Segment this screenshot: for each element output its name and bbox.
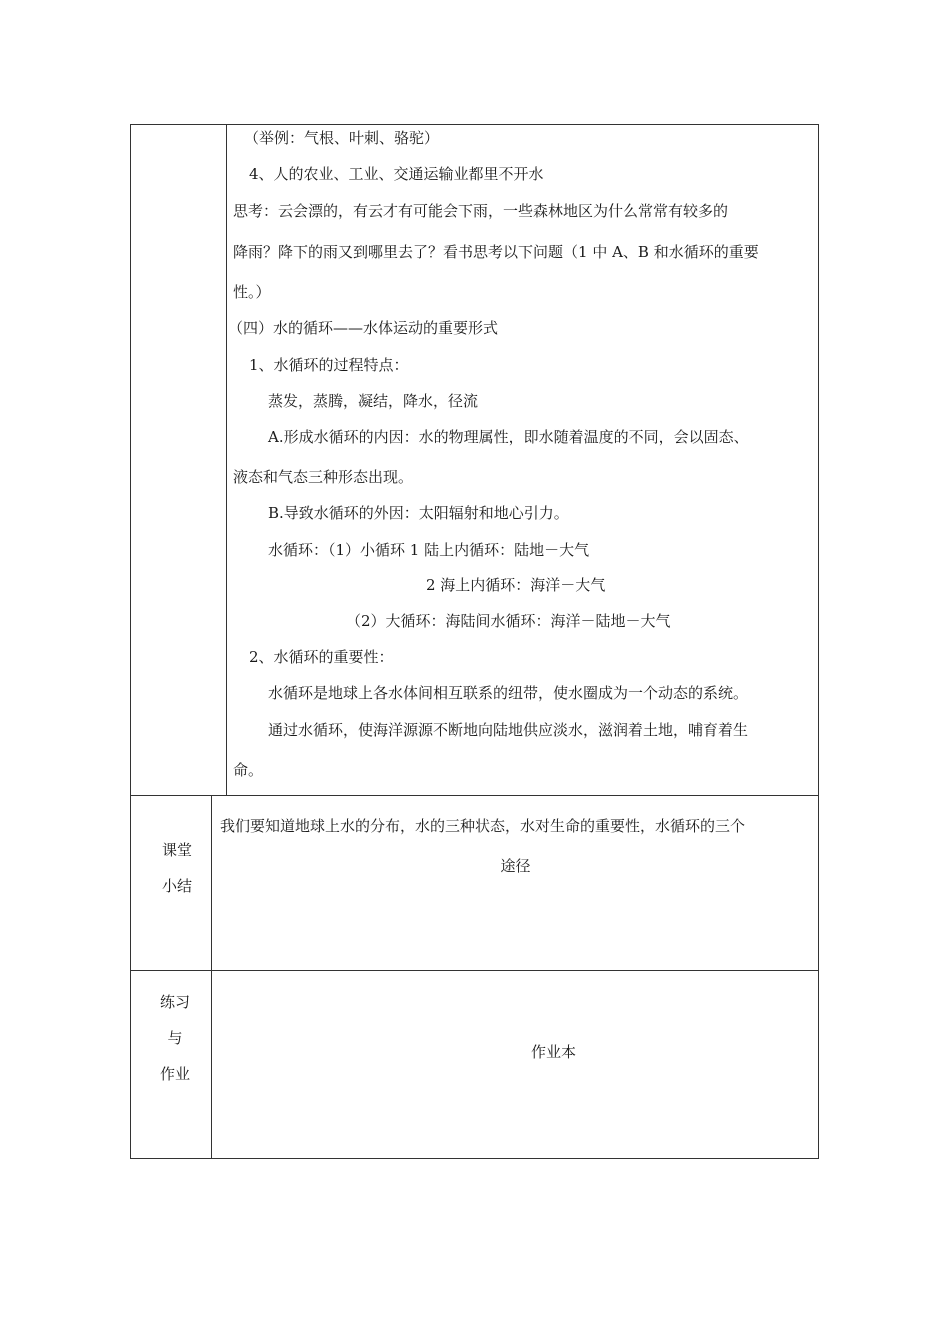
homework-label: 练习	[159, 993, 190, 1011]
summary-label: 课堂	[161, 841, 192, 859]
summary-label: 小结	[161, 877, 192, 895]
content-line: 2 海上内循环：海洋－大气	[426, 576, 606, 594]
content-line: 水循环是地球上各水体间相互联系的纽带，使水圈成为一个动态的系统。	[268, 684, 749, 702]
content-line: 1、水循环的过程特点：	[249, 356, 409, 374]
summary-text: 我们要知道地球上水的分布，水的三种状态，水对生命的重要性，水循环的三个	[220, 817, 746, 835]
content-line: 通过水循环，使海洋源源不断地向陆地供应淡水，滋润着土地，哺育着生	[268, 721, 749, 739]
row-divider-homework	[130, 970, 819, 971]
content-line: A.形成水循环的内因：水的物理属性，即水随着温度的不同，会以固态、	[268, 428, 749, 446]
content-line: B.导致水循环的外因：太阳辐射和地心引力。	[268, 504, 569, 522]
column-divider-top	[226, 124, 227, 796]
content-line: 降雨？降下的雨又到哪里去了？看书思考以下问题（1 中 A、B 和水循环的重要	[233, 243, 759, 261]
content-line: （举例：气根、叶刺、骆驼）	[244, 129, 440, 147]
content-line: 4、人的农业、工业、交通运输业都里不开水	[249, 165, 544, 183]
row-divider-summary	[130, 795, 819, 796]
homework-label: 与	[167, 1029, 183, 1047]
content-line: 水循环：（1）小循环 1 陆上内循环：陆地－大气	[268, 541, 590, 559]
content-line: 2、水循环的重要性：	[249, 648, 394, 666]
content-line: 蒸发，蒸腾，凝结，降水，径流	[268, 392, 479, 410]
content-line: 性。）	[233, 283, 271, 301]
section-heading: （四）水的循环——水体运动的重要形式	[228, 319, 499, 337]
summary-text: 途径	[500, 857, 531, 875]
content-line: 命。	[233, 761, 264, 779]
homework-text: 作业本	[530, 1043, 576, 1061]
content-line: 液态和气态三种形态出现。	[233, 468, 414, 486]
homework-label: 作业	[159, 1065, 190, 1083]
lesson-table	[130, 124, 819, 1159]
content-line: 思考：云会漂的，有云才有可能会下雨，一些森林地区为什么常常有较多的	[233, 202, 729, 220]
content-line: （2）大循环：海陆间水循环：海洋－陆地－大气	[346, 612, 671, 630]
